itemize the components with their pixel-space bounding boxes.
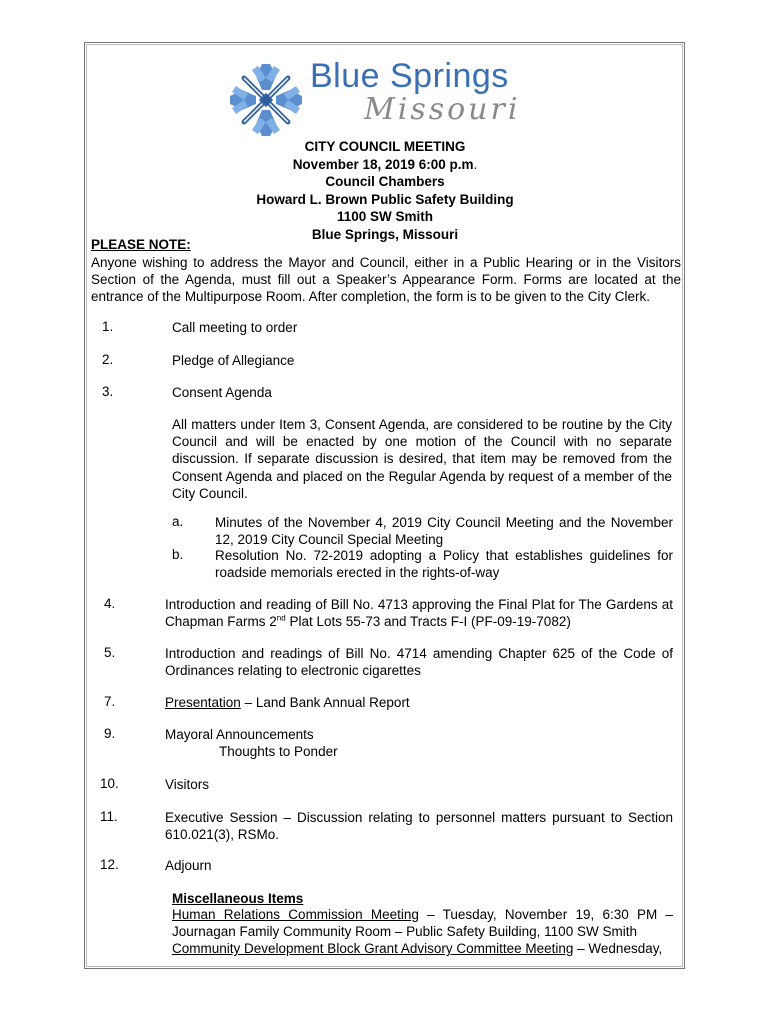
item-10-number: 10. xyxy=(100,776,119,791)
item-2-text: Pledge of Allegiance xyxy=(172,353,295,368)
item-4-text-part1: Introduction and reading of Bill No. 4713 approving the Final Plat for The Gardens at Chapman Farms 2 xyxy=(165,597,673,630)
item-4-text xyxy=(165,596,673,630)
meeting-address: 1100 SW Smith xyxy=(336,209,434,225)
logo-city-name: Blue Springs xyxy=(310,57,509,95)
cdbg-committee-link[interactable]: Community Development Block Grant Advisory Committee Meeting xyxy=(172,941,574,956)
meeting-title: CITY COUNCIL MEETING xyxy=(304,139,466,154)
misc-entry-1-text: – Tuesday, November 19, 6:30 PM – Journagan Family Community Room – Public Safety Building, 1100 SW Smith xyxy=(172,907,673,940)
item-11-text: Executive Session – Discussion relating to personnel matters pursuant to Section 610.021(3), RSMo. xyxy=(165,810,673,843)
item-10-text: Visitors xyxy=(165,777,210,792)
item-1-text: Call meeting to order xyxy=(172,320,298,335)
misc-entry-1 xyxy=(172,906,673,940)
please-note-text: Anyone wishing to address the Mayor and Council, either in a Public Hearing or in the Visitors Section of the Agenda, must fill out a Speaker’s Appearance Form. Forms are located at the entrance of the Multipurpose Room. After completion, the form is to be given to the City Clerk. xyxy=(91,255,681,305)
item-3a-text: Minutes of the November 4, 2019 City Council Meeting and the November 12, 2019 City Council Special Meeting xyxy=(215,515,673,548)
item-4-text-part2: Plat Lots 55-73 and Tracts F-I (PF-09-19-7082) xyxy=(285,614,571,630)
meeting-datetime-text: November 18, 2019 6:00 p.m xyxy=(292,156,474,172)
item-7-number: 7. xyxy=(104,694,116,709)
meeting-datetime-period: . xyxy=(473,156,478,172)
item-4-superscript: nd xyxy=(276,613,286,623)
meeting-room: Council Chambers xyxy=(325,174,445,190)
item-2-number: 2. xyxy=(102,352,114,367)
misc-heading: Miscellaneous Items xyxy=(172,891,304,906)
meeting-city: Blue Springs, Missouri xyxy=(311,226,459,242)
item-5-text: Introduction and readings of Bill No. 4714 amending Chapter 625 of the Code of Ordinances relating to electronic cigarettes xyxy=(165,646,673,679)
item-7-title: – Land Bank Annual Report xyxy=(240,695,410,710)
meeting-datetime xyxy=(90,156,680,174)
item-3b-text: Resolution No. 72-2019 adopting a Policy that establishes guidelines for roadside memorials erected in the rights-of-way xyxy=(215,548,673,581)
item-3a-label: a. xyxy=(172,514,184,529)
item-3b-label: b. xyxy=(172,547,184,562)
item-7-text xyxy=(165,694,410,711)
item-9-text: Mayoral Announcements xyxy=(165,727,314,742)
please-note-label: PLEASE NOTE: xyxy=(91,237,191,252)
human-relations-link[interactable]: Human Relations Commission Meeting xyxy=(172,907,419,922)
snowflake-emblem-icon xyxy=(228,62,304,138)
misc-entry-2 xyxy=(172,940,673,957)
item-3-text: Consent Agenda xyxy=(172,385,272,400)
item-1-number: 1. xyxy=(102,319,114,334)
misc-entry-2-text: – Wednesday, xyxy=(573,941,663,956)
item-3-description: All matters under Item 3, Consent Agenda, are considered to be routine by the City Council and will be enacted by one motion of the Council with no separate discussion. If separate discussion is desired, that item may be removed from the Consent Agenda and placed on the Regular Agenda by request of a member of the City Council. xyxy=(172,417,672,501)
logo-state-name: Missouri xyxy=(364,92,521,127)
item-4-number: 4. xyxy=(104,596,116,611)
item-5-number: 5. xyxy=(104,645,116,660)
item-12-number: 12. xyxy=(100,857,119,872)
item-9-subtext: Thoughts to Ponder xyxy=(219,744,338,759)
item-9-number: 9. xyxy=(104,726,116,741)
item-12-text: Adjourn xyxy=(165,858,212,873)
presentation-link[interactable]: Presentation xyxy=(165,695,241,710)
meeting-header xyxy=(90,138,680,244)
item-3-number: 3. xyxy=(102,384,114,399)
blue-springs-logo xyxy=(228,57,528,136)
item-11-number: 11. xyxy=(100,809,118,824)
meeting-building: Howard L. Brown Public Safety Building xyxy=(256,191,514,207)
